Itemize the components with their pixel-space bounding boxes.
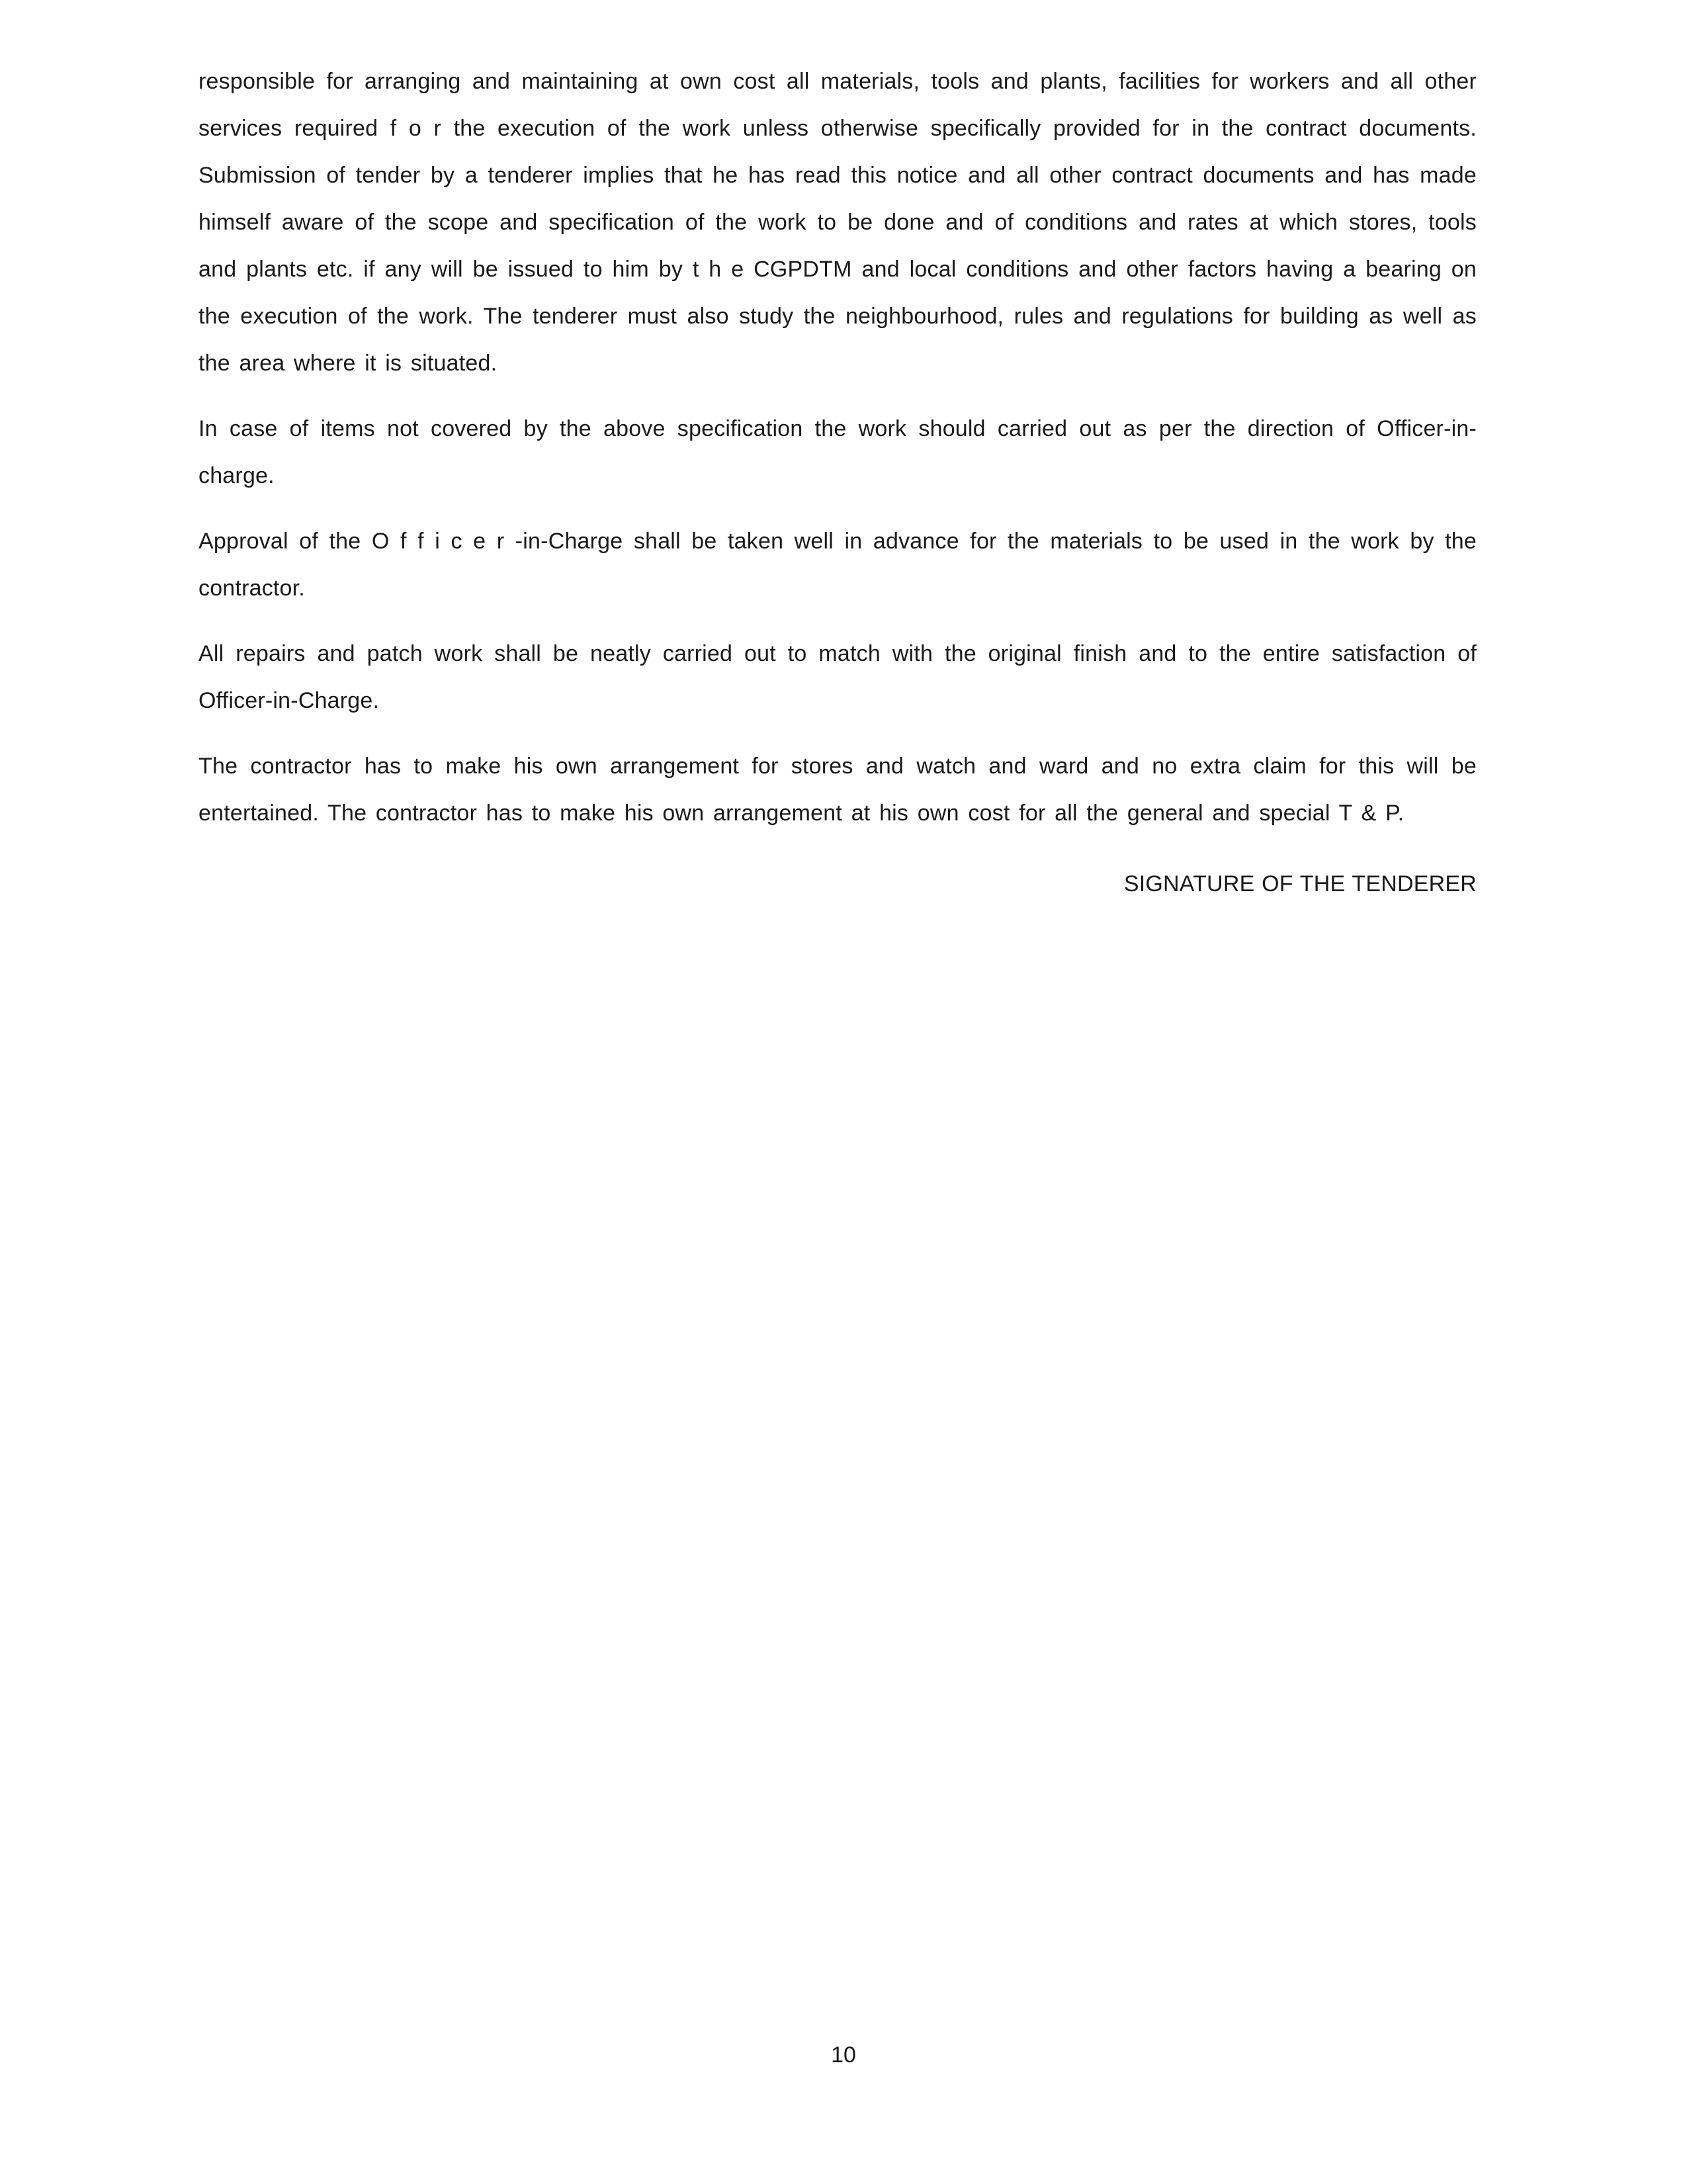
paragraph-contractor-arrangement: The contractor has to make his own arrangement for stores and watch and ward and no extra claim for this will be entertained. The contractor has to make his own arrangement at his own cost for all the general and special T & P. <box>198 754 1477 826</box>
document-body <box>198 58 1477 926</box>
page-number: 10 <box>831 2042 856 2068</box>
paragraph-repairs: All repairs and patch work shall be neatly carried out to match with the original finish and to the entire satisfaction of Officer-in-Charge. <box>198 641 1477 713</box>
paragraph-responsibilities: responsible for arranging and maintaining at own cost all materials, tools and plants, facilities for workers and all other services required f o r the execution of the work unless otherwise specifically provided for in the contract documents. Submission of tender by a tenderer implies that he has read this notice and all other contract documents and has made himself aware of the scope and specification of the work to be done and of conditions and rates at which stores, tools and plants etc. if any will be issued to him by t h e CGPDTM and local conditions and other factors having a bearing on the execution of the work. The tenderer must also study the neighbourhood, rules and regulations for building as well as the area where it is situated. <box>198 69 1477 376</box>
signature-line: SIGNATURE OF THE TENDERER <box>1123 871 1477 896</box>
paragraph-items-not-covered: In case of items not covered by the above specification the work should carried out as per the direction of Officer-in-charge. <box>198 416 1477 488</box>
paragraph-approval: Approval of the O f f i c e r -in-Charge shall be taken well in advance for the materials to be used in the work by the contractor. <box>198 529 1477 601</box>
